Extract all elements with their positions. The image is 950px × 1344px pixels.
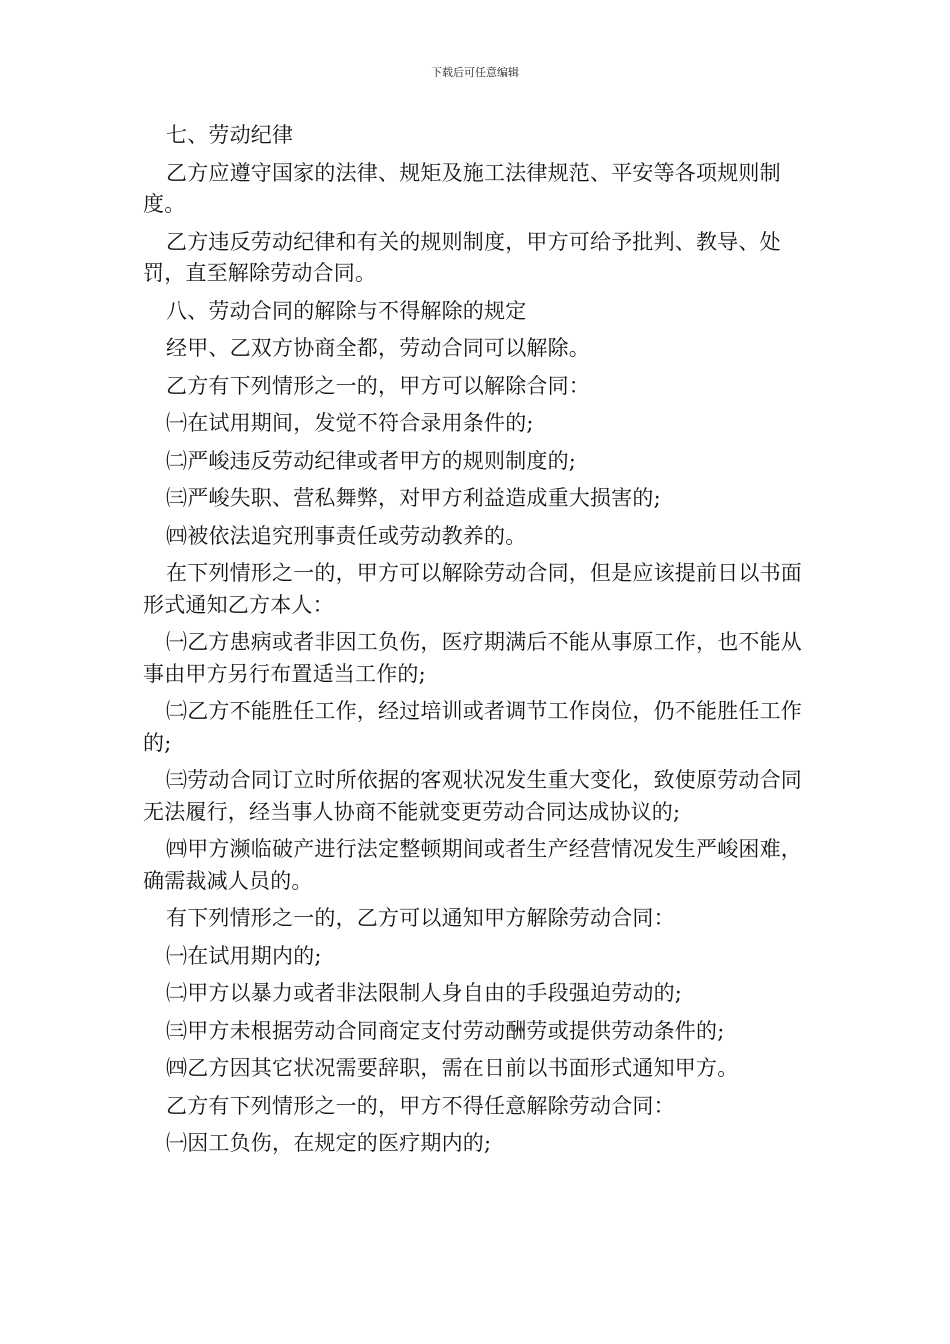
list-item: ㈡严峻违反劳动纪律或者甲方的规则制度的; [166, 448, 577, 473]
list-item: ㈢劳动合同订立时所依据的客观状况发生重大变化，致使原劳动合同无法履行，经当事人协商不能就变更劳动合同达成协议的; [143, 768, 802, 824]
list-item: ㈠乙方患病或者非因工负伤，医疗期满后不能从事原工作，也不能从事由甲方另行布置适当工作的; [143, 630, 802, 686]
list-item: ㈣被依法追究刑事责任或劳动教养的。 [166, 523, 527, 548]
list-item: ㈠在试用期间，发觉不符合录用条件的; [166, 411, 534, 435]
paragraph: 乙方有下列情形之一的，甲方可以解除合同： [166, 373, 590, 398]
document-body [143, 120, 813, 1166]
list-item: ㈡乙方不能胜任工作，经过培训或者调节工作岗位，仍不能胜任工作的; [143, 699, 802, 755]
paragraph: 乙方有下列情形之一的，甲方不得任意解除劳动合同： [166, 1093, 675, 1118]
list-item: ㈣甲方濒临破产进行法定整顿期间或者生产经营情况发生严峻困难，确需裁减人员的。 [143, 837, 802, 893]
list-item: ㈣乙方因其它状况需要辞职，需在日前以书面形式通知甲方。 [166, 1056, 739, 1080]
paragraph: 有下列情形之一的，乙方可以通知甲方解除劳动合同： [166, 906, 675, 930]
section-heading-labor-discipline: 七、劳动纪律 [166, 123, 294, 147]
list-item: ㈡甲方以暴力或者非法限制人身自由的手段强迫劳动的; [166, 981, 683, 1005]
list-item: ㈠因工负伤，在规定的医疗期内的; [166, 1131, 492, 1155]
list-item: ㈢甲方未根据劳动合同商定支付劳动酬劳或提供劳动条件的; [166, 1018, 725, 1043]
paragraph: 乙方应遵守国家的法律、规矩及施工法律规范、平安等各项规则制度。 [143, 160, 781, 216]
list-item: ㈠在试用期内的; [166, 943, 322, 968]
paragraph: 乙方违反劳动纪律和有关的规则制度，甲方可给予批判、教导、处罚，直至解除劳动合同。 [143, 229, 781, 285]
list-item: ㈢严峻失职、营私舞弊，对甲方利益造成重大损害的; [166, 486, 661, 510]
section-heading-termination: 八、劳动合同的解除与不得解除的规定 [166, 298, 527, 323]
paragraph: 经甲、乙双方协商全都，劳动合同可以解除。 [166, 336, 590, 360]
page-header-note: 下载后可任意编辑 [431, 66, 519, 79]
paragraph: 在下列情形之一的，甲方可以解除劳动合同，但是应该提前日以书面形式通知乙方本人： [143, 561, 802, 617]
